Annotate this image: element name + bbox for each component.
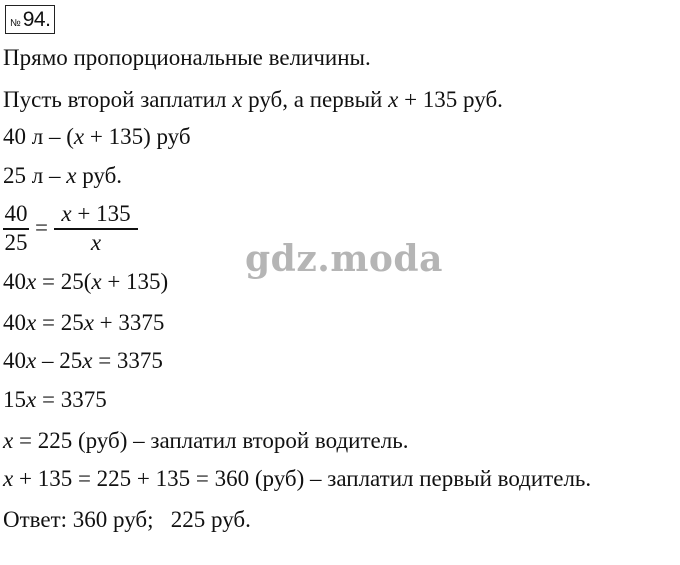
line-proportional: Прямо пропорциональные величины. bbox=[3, 45, 371, 70]
line-answer: Ответ: 360 руб; 225 руб. bbox=[3, 507, 251, 532]
line-25-liters: 25 л – x руб. bbox=[3, 163, 123, 188]
left-fraction: $\frac{40}{25}$ bbox=[4, 201, 28, 255]
line-equation-3: 40x – 25x = 3375 bbox=[3, 348, 163, 373]
line-second-driver: x = 225 (руб) – заплатил второй водитель. bbox=[3, 428, 409, 453]
watermark-logo: gdz.moda bbox=[245, 238, 443, 280]
line-40-liters: 40 л – (x + 135) руб bbox=[3, 124, 191, 149]
problem-number: 94. bbox=[22, 8, 51, 31]
line-first-driver: x + 135 = 225 + 135 = 360 (руб) – заплатил первый водитель. bbox=[3, 466, 592, 491]
line-equation-1: 40x = 25(x + 135) bbox=[3, 269, 169, 294]
line-equation-4: 15x = 3375 bbox=[3, 387, 107, 412]
line-let: Пусть второй заплатил x руб, а первый x + 135 руб. bbox=[3, 87, 503, 112]
proportion-equation: $\frac{40}{25}$ = $\frac{x + 135}{x}$ bbox=[3, 202, 138, 255]
line-equation-2: 40x = 25x + 3375 bbox=[3, 310, 165, 335]
number-sign: № bbox=[10, 18, 21, 29]
problem-number-badge bbox=[5, 5, 55, 34]
right-fraction: $\frac{x + 135}{x}$ bbox=[54, 202, 138, 255]
